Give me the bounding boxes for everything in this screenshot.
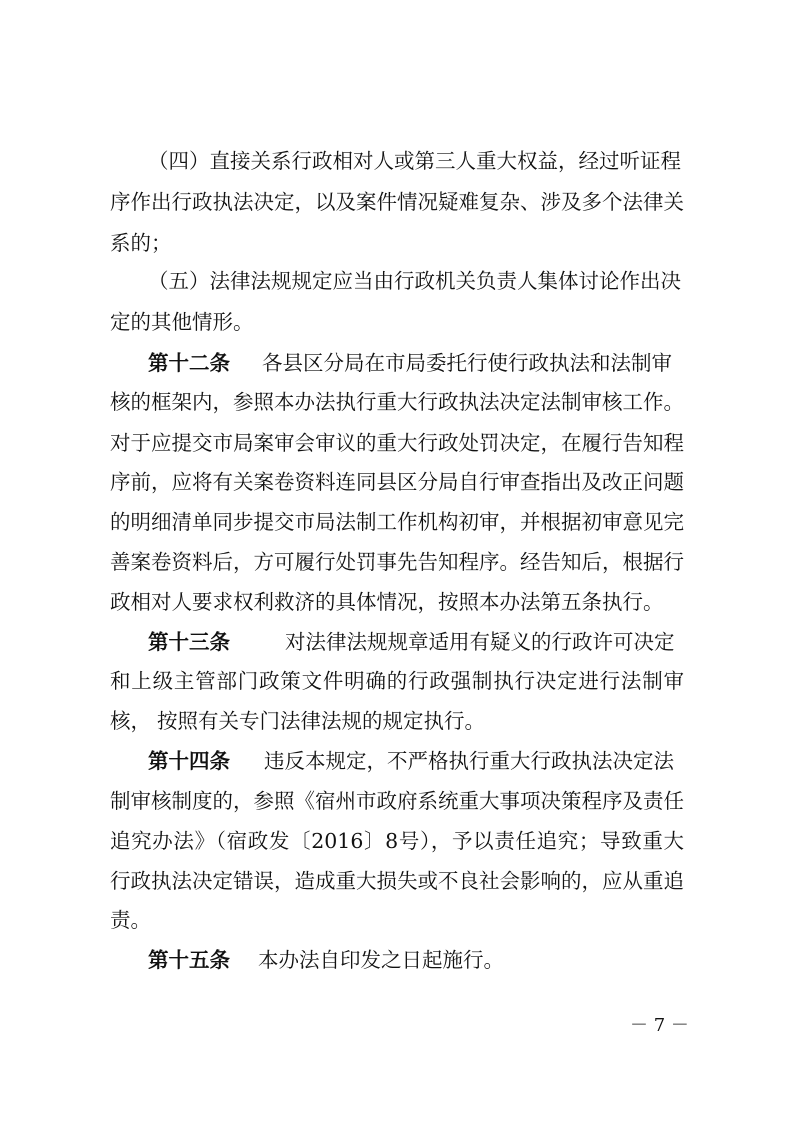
body-text: 系的； bbox=[110, 231, 172, 255]
body-text: 和上级主管部门政策文件明确的行政强制执行决定进行法制审 bbox=[110, 669, 684, 693]
article-15-text: 本办法自印发之日起施行。 bbox=[258, 948, 504, 972]
body-text: 善案卷资料后，方可履行处罚事先告知程序。经告知后，根据行 bbox=[110, 550, 684, 574]
body-text: 对于应提交市局案审会审议的重大行政处罚决定，在履行告知程 bbox=[110, 431, 684, 455]
body-text: 定的其他情形。 bbox=[110, 310, 254, 334]
body-text: 制审核制度的，参照《宿州市政府系统重大事项决策程序及责任 bbox=[110, 789, 684, 813]
body-text: 核， bbox=[110, 709, 151, 733]
body-text: 责。 bbox=[110, 908, 151, 932]
body-text: 行政执法决定错误，造成重大损失或不良社会影响的，应从重追 bbox=[110, 869, 684, 893]
article-15-heading: 第十五条 bbox=[148, 948, 230, 972]
article-12-text: 各县区分局在市局委托行使行政执法和法制审 bbox=[262, 351, 672, 375]
body-text: 序作出行政执法决定，以及案件情况疑难复杂、涉及多个法律关 bbox=[110, 190, 684, 214]
body-text: 按照有关专门法律法规的规定执行。 bbox=[157, 709, 485, 733]
article-13-text: 对法律法规规章适用有疑义的行政许可决定 bbox=[285, 630, 675, 654]
article-12-heading: 第十二条 bbox=[148, 351, 230, 375]
body-text: 政相对人要求权利救济的具体情况，按照本办法第五条执行。 bbox=[110, 590, 664, 614]
paragraph-item-5-text: （五）法律法规规定应当由行政机关负责人集体讨论作出决 bbox=[148, 269, 681, 293]
article-14-heading: 第十四条 bbox=[148, 749, 230, 773]
body-text: 核的框架内，参照本办法执行重大行政执法决定法制审核工作。 bbox=[110, 390, 684, 414]
article-14-text: 违反本规定，不严格执行重大行政执法决定法 bbox=[264, 749, 674, 773]
body-text: 的明细清单同步提交市局法制工作机构初审，并根据初审意见完 bbox=[110, 510, 684, 534]
paragraph-item-4-text: （四）直接关系行政相对人或第三人重大权益，经过听证程 bbox=[148, 149, 681, 173]
article-13-heading: 第十三条 bbox=[148, 630, 230, 654]
body-text: 追究办法》（宿政发〔2016〕8号），予以责任追究；导致重大 bbox=[110, 829, 684, 853]
body-text: 序前，应将有关案卷资料连同县区分局自行审查指出及改正问题 bbox=[110, 470, 684, 494]
page-number: － 7 － bbox=[630, 1015, 689, 1036]
